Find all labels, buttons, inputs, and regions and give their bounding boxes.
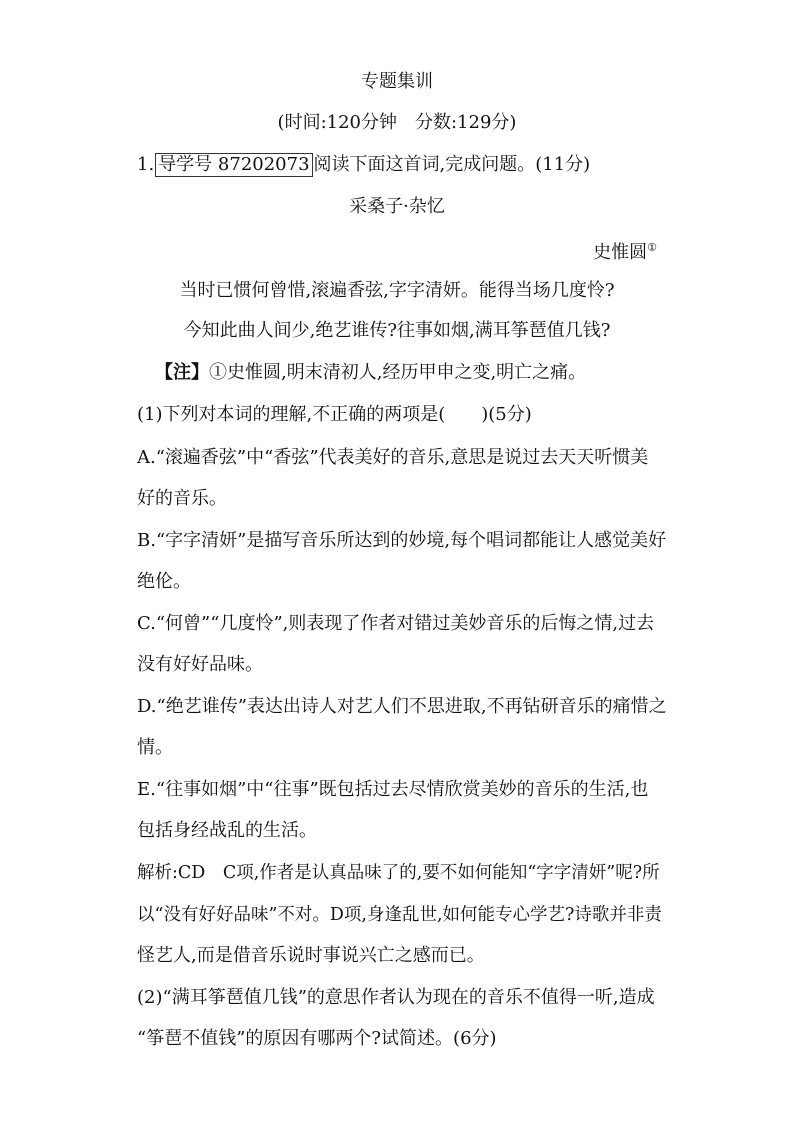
option-d-line-1: D.“绝艺谁传”表达出诗人对艺人们不思进取,不再钻研音乐的痛惜之	[137, 696, 667, 717]
poem-line-2: 今知此曲人间少,绝艺谁传?往事如烟,满耳筝琶值几钱?	[183, 320, 611, 341]
option-a-line-2: 好的音乐。	[137, 488, 227, 509]
subquestion-1-stem: (1)下列对本词的理解,不正确的两项是( )(5分)	[137, 404, 532, 425]
note	[155, 361, 586, 385]
analysis-line-3: 怪艺人,而是借音乐说时事说兴亡之感而已。	[137, 945, 485, 966]
question-1	[137, 153, 590, 177]
question-number: 1.	[137, 154, 155, 175]
option-b-line-1: B.“字字清妍”是描写音乐所达到的妙境,每个唱词都能让人感觉美好	[137, 530, 667, 551]
analysis-line-1: 解析:CD C项,作者是认真品味了的,要不如何能知“字字清妍”呢?所	[137, 863, 660, 883]
option-b-line-2: 绝伦。	[137, 571, 191, 592]
note-tag: 【注】	[155, 362, 209, 383]
guide-number-box: 导学号 87202073	[155, 153, 312, 177]
poem-author	[593, 236, 657, 265]
poem-line-1: 当时已惯何曾惜,滚遍香弦,字字清妍。能得当场几度怜?	[179, 280, 615, 301]
exam-meta: (时间:120分钟 分数:129分)	[277, 112, 517, 133]
option-e-line-1: E.“往事如烟”中“往事”既包括过去尽情欣赏美妙的音乐的生活,也	[137, 779, 649, 800]
subquestion-2-line-2: “筝琶不值钱”的原因有哪两个?试简述。(6分)	[137, 1028, 497, 1049]
poem-title: 采桑子·杂忆	[349, 196, 445, 217]
question-prompt: 阅读下面这首词,完成问题。(11分)	[313, 154, 591, 175]
option-a-line-1: A.“滚遍香弦”中“香弦”代表美好的音乐,意思是说过去天天听惯美	[137, 447, 649, 468]
poem-author-name: 史惟圆	[593, 242, 648, 263]
analysis-line-2: 以“没有好好品味”不对。D项,身逢乱世,如何能专心学艺?诗歌并非责	[137, 905, 662, 925]
page-title: 专题集训	[361, 71, 433, 92]
footnote-marker: ①	[647, 241, 657, 254]
option-c-line-2: 没有好好品味。	[137, 654, 263, 675]
note-text: ①史惟圆,明末清初人,经历甲申之变,明亡之痛。	[209, 362, 587, 383]
option-d-line-2: 情。	[137, 737, 173, 758]
option-e-line-2: 包括身经战乱的生活。	[137, 820, 317, 841]
subquestion-2-line-1: (2)“满耳筝琶值几钱”的意思作者认为现在的音乐不值得一听,造成	[137, 987, 655, 1008]
option-c-line-1: C.“何曾”“几度怜”,则表现了作者对错过美妙音乐的后悔之情,过去	[137, 613, 655, 634]
